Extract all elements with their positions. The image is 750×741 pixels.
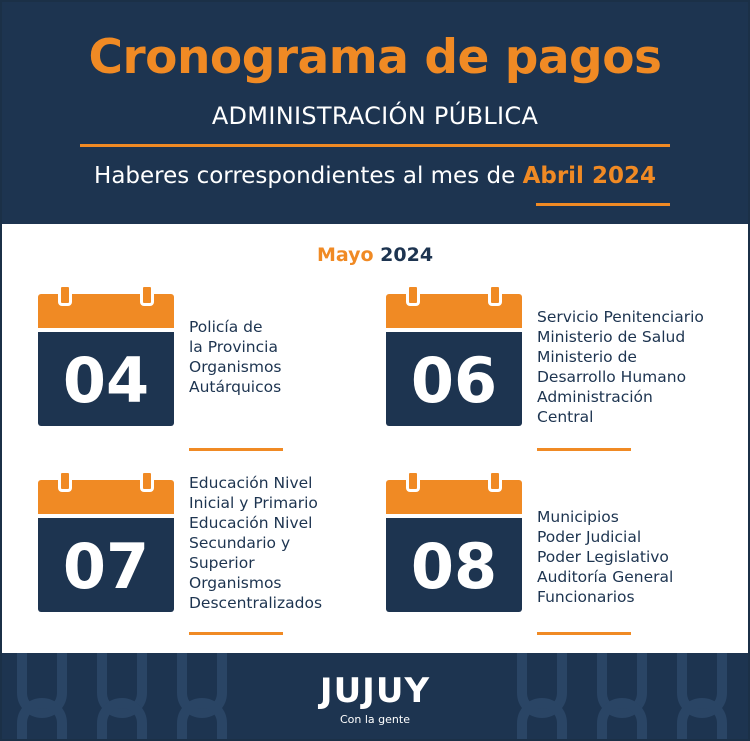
calendar-icon (386, 470, 522, 612)
haberes-underline (536, 203, 670, 206)
item-underline (189, 448, 283, 451)
month-label (0, 244, 750, 266)
calendar-day-08: 08 (410, 530, 498, 603)
calendar-day-06: 06 (410, 344, 498, 417)
calendar-icon (38, 284, 174, 426)
header-banner (2, 2, 748, 224)
calendar-day-04: 04 (62, 344, 150, 417)
page-subtitle: ADMINISTRACIÓN PÚBLICA (211, 102, 539, 130)
calendar-icon (38, 470, 174, 612)
calendar-day-07: 07 (62, 530, 150, 603)
header-divider (80, 144, 670, 147)
item-underline (537, 448, 631, 451)
month-name: Mayo (316, 244, 374, 266)
month-year: 2024 (380, 244, 434, 266)
list-item: Servicio Penitenciario Ministerio de Salud Ministerio de Desarrollo Humano Administración Central (537, 308, 704, 426)
item-underline (189, 632, 283, 635)
list-item: Municipios Poder Judicial Poder Legislativo Auditoría General Funcionarios (537, 508, 674, 606)
list-item: Policía de la Provincia Organismos Autárquicos (189, 318, 282, 396)
jujuy-logo: JUJUY (319, 671, 431, 711)
haberes-highlight: Abril 2024 (522, 163, 656, 189)
list-item: Educación Nivel Inicial y Primario Educación Nivel Secundario y Superior Organismos Descentralizados (189, 474, 323, 612)
page-title: Cronograma de pagos (88, 30, 662, 85)
calendar-icon (386, 284, 522, 426)
footer-banner (2, 653, 748, 739)
haberes-prefix: Haberes correspondientes al mes de (94, 163, 523, 189)
logo-tagline: Con la gente (340, 713, 410, 726)
item-underline (537, 632, 631, 635)
haberes-line (2, 163, 748, 189)
